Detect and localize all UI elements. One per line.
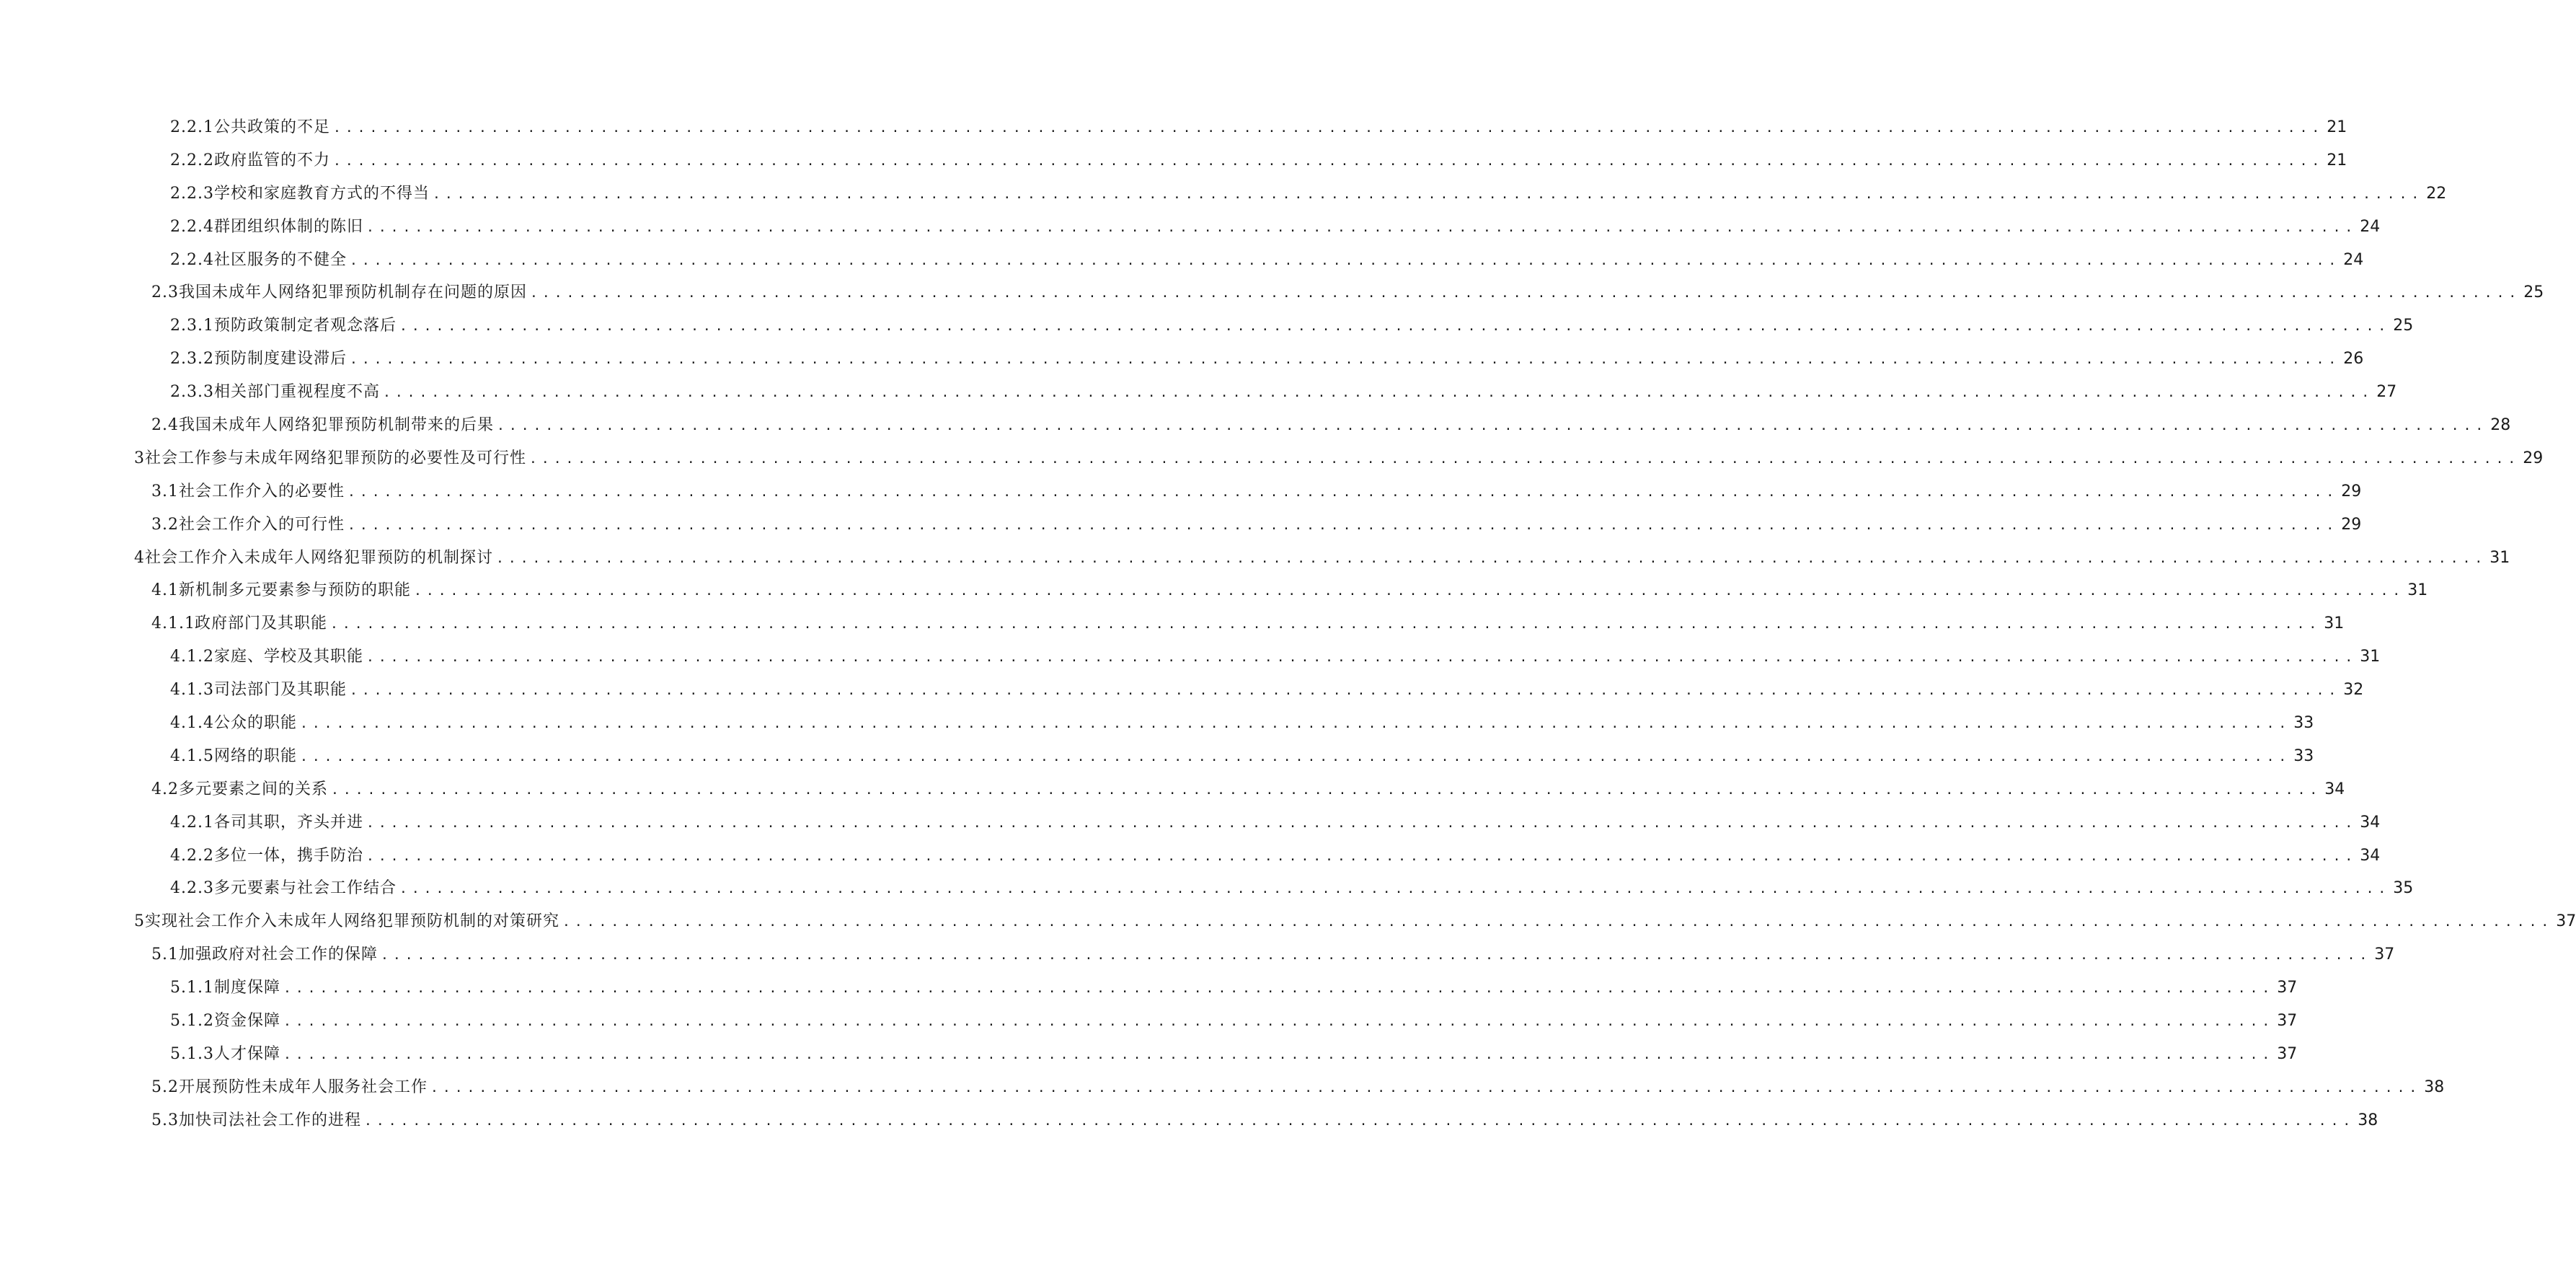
toc-dot-leader [383, 387, 2373, 400]
toc-entry-title: 相关部门重视程度不高 [213, 383, 380, 402]
toc-entry-number: 5.1.1 [170, 979, 214, 997]
toc-entry[interactable] [0, 309, 2414, 343]
toc-entry-line [0, 813, 2381, 832]
toc-entry-number: 2.4 [151, 415, 179, 434]
toc-entry[interactable] [0, 574, 2428, 607]
toc-entry-page-number: 34 [2360, 846, 2381, 865]
toc-dot-leader [399, 320, 2390, 333]
toc-entry-title: 我国未成年人网络犯罪预防机制存在问题的原因 [179, 283, 528, 302]
toc-entry-line [0, 350, 2364, 369]
toc-entry-title: 加快司法社会工作的进程 [179, 1111, 362, 1129]
toc-entry-line [0, 1044, 2298, 1063]
toc-entry-number: 2.2.3 [170, 184, 214, 203]
toc-entry-number: 4.2 [151, 780, 179, 798]
toc-entry[interactable] [0, 409, 2511, 442]
toc-entry-number: 4.2.1 [170, 813, 214, 832]
toc-entry-title: 司法部门及其职能 [213, 681, 347, 700]
toc-entry-line [0, 713, 2314, 732]
toc-entry-page-number: 34 [2324, 780, 2345, 798]
toc-entry-title: 人才保障 [213, 1044, 280, 1063]
toc-dot-leader [283, 1049, 2274, 1062]
toc-dot-leader [381, 949, 2371, 962]
toc-entry[interactable] [0, 111, 2347, 144]
toc-dot-leader [399, 883, 2390, 896]
toc-entry[interactable] [0, 1005, 2298, 1038]
toc-entry[interactable] [0, 607, 2345, 640]
toc-entry-title: 群团组织体制的陈旧 [213, 217, 363, 236]
toc-entry-page-number: 22 [2426, 184, 2447, 203]
toc-entry[interactable] [0, 806, 2381, 839]
toc-entry[interactable] [0, 244, 2364, 277]
toc-dot-leader [330, 618, 2321, 631]
toc-entry-line [0, 1111, 2378, 1129]
toc-entry-title: 社会工作介入未成年人网络犯罪预防的机制探讨 [145, 548, 494, 567]
toc-entry-title: 社会工作介入的可行性 [179, 515, 345, 534]
toc-dot-leader [283, 1015, 2274, 1028]
toc-entry-number: 4 [134, 548, 145, 567]
toc-entry-number: 3.2 [151, 515, 179, 534]
toc-entry[interactable] [0, 1038, 2298, 1071]
toc-entry-line [0, 317, 2414, 335]
toc-entry-title: 社会工作介入的必要性 [179, 482, 345, 501]
toc-entry-number: 2.3 [151, 283, 179, 302]
toc-dot-leader [414, 585, 2404, 598]
toc-entry-page-number: 32 [2343, 681, 2364, 700]
toc-entry-line [0, 1011, 2298, 1030]
toc-entry-number: 2.2.4 [170, 250, 214, 269]
toc-entry-number: 5.1.2 [170, 1011, 214, 1030]
toc-entry-page-number: 24 [2343, 250, 2364, 269]
toc-entry-page-number: 29 [2341, 482, 2362, 501]
toc-entry-page-number: 21 [2327, 151, 2347, 169]
toc-entry-title: 社会工作参与未成年网络犯罪预防的必要性及可行性 [145, 449, 527, 467]
toc-entry-title: 政府监管的不力 [213, 151, 330, 169]
toc-entry-title: 制度保障 [213, 979, 280, 997]
toc-entry-page-number: 29 [2523, 449, 2544, 467]
toc-entry-page-number: 29 [2341, 515, 2362, 534]
toc-entry-title: 加强政府对社会工作的保障 [179, 946, 379, 964]
toc-entry-page-number: 38 [2358, 1111, 2378, 1129]
toc-entry-number: 4.2.3 [170, 879, 214, 898]
toc-dot-leader [366, 817, 2357, 830]
toc-dot-leader [333, 122, 2324, 135]
toc-entry[interactable] [0, 144, 2347, 177]
toc-entry[interactable] [0, 971, 2298, 1005]
toc-dot-leader [364, 1115, 2355, 1128]
toc-entry[interactable] [0, 508, 2362, 542]
toc-entry-page-number: 38 [2424, 1077, 2445, 1096]
toc-entry-line [0, 548, 2510, 567]
toc-entry-line [0, 449, 2544, 467]
toc-entry-number: 5 [134, 912, 145, 931]
toc-entry-line [0, 515, 2362, 534]
toc-entry-title: 网络的职能 [213, 746, 297, 765]
toc-entry-number: 5.3 [151, 1111, 179, 1129]
toc-entry-line [0, 482, 2362, 501]
toc-entry-page-number: 35 [2393, 879, 2414, 898]
toc-entry-title: 多元要素与社会工作结合 [213, 879, 397, 898]
toc-entry-title: 我国未成年人网络犯罪预防机制带来的后果 [179, 415, 495, 434]
toc-entry-number: 4.1.4 [170, 713, 214, 732]
toc-entry-title: 开展预防性未成年人服务社会工作 [179, 1077, 428, 1096]
toc-entry-number: 3 [134, 449, 145, 467]
toc-entry[interactable] [0, 674, 2364, 707]
toc-dot-leader [283, 982, 2274, 995]
toc-entry-number: 3.1 [151, 482, 179, 501]
toc-entry-line [0, 946, 2395, 964]
toc-dot-leader [430, 1082, 2421, 1095]
toc-entry-number: 2.3.1 [170, 317, 214, 335]
toc-entry-line [0, 746, 2314, 765]
toc-entry-line [0, 151, 2347, 169]
toc-entry-title: 公众的职能 [213, 713, 297, 732]
toc-dot-leader [366, 850, 2357, 863]
toc-entry-number: 4.2.2 [170, 846, 214, 865]
toc-entry-page-number: 34 [2360, 813, 2381, 832]
toc-dot-leader [530, 287, 2520, 300]
toc-entry[interactable] [0, 872, 2414, 905]
toc-entry-page-number: 37 [2556, 912, 2576, 931]
toc-dot-leader [331, 784, 2322, 797]
toc-dot-leader [348, 486, 2338, 499]
toc-entry-page-number: 28 [2490, 415, 2511, 434]
toc-entry[interactable] [0, 276, 2544, 309]
toc-entry-number: 4.1.3 [170, 681, 214, 700]
toc-entry-line [0, 614, 2345, 633]
toc-entry-title: 新机制多元要素参与预防的职能 [179, 581, 412, 600]
toc-entry-line [0, 118, 2347, 136]
toc-entry-page-number: 37 [2277, 1044, 2298, 1063]
toc-dot-leader [433, 188, 2423, 201]
toc-entry-title: 实现社会工作介入未成年人网络犯罪预防机制的对策研究 [145, 912, 560, 931]
toc-dot-leader [350, 353, 2340, 366]
toc-dot-leader [350, 255, 2340, 268]
toc-entry-title: 家庭、学校及其职能 [213, 648, 363, 666]
toc-entry-page-number: 27 [2376, 383, 2397, 402]
toc-entry-page-number: 37 [2277, 1011, 2298, 1030]
toc-entry-line [0, 184, 2447, 203]
toc-entry-line [0, 581, 2428, 600]
toc-dot-leader [496, 552, 2487, 565]
toc-dot-leader [562, 916, 2553, 929]
toc-entry-number: 4.1.5 [170, 746, 214, 765]
toc-entry-number: 4.1.2 [170, 648, 214, 666]
toc-entry[interactable] [0, 211, 2381, 244]
toc-entry-number: 4.1 [151, 581, 179, 600]
toc-entry-title: 政府部门及其职能 [195, 614, 328, 633]
toc-dot-leader [529, 453, 2520, 466]
toc-entry-page-number: 31 [2360, 648, 2381, 666]
toc-entry-line [0, 250, 2364, 269]
toc-entry-line [0, 846, 2381, 865]
toc-entry[interactable] [0, 1104, 2378, 1137]
toc-entry-number: 2.2.1 [170, 118, 214, 136]
toc-entry[interactable] [0, 773, 2345, 806]
toc-entry-page-number: 21 [2327, 118, 2347, 136]
toc-entry-number: 2.2.4 [170, 217, 214, 236]
toc-entry-page-number: 37 [2374, 946, 2395, 964]
toc-entry[interactable] [0, 376, 2397, 409]
toc-entry[interactable] [0, 542, 2510, 575]
toc-entry[interactable] [0, 740, 2314, 773]
toc-entry-title: 社区服务的不健全 [213, 250, 347, 269]
toc-entry-line [0, 681, 2364, 700]
toc-dot-leader [497, 420, 2487, 433]
toc-entry-line [0, 283, 2544, 302]
toc-dot-leader [366, 221, 2357, 234]
toc-entry-line [0, 217, 2381, 236]
toc-entry-title: 各司其职，齐头并进 [213, 813, 363, 832]
toc-entry-title: 多元要素之间的关系 [179, 780, 329, 798]
toc-entry-title: 学校和家庭教育方式的不得当 [213, 184, 430, 203]
toc-entry-line [0, 879, 2414, 898]
toc-entry[interactable] [0, 640, 2381, 674]
toc-entry-number: 5.1.3 [170, 1044, 214, 1063]
toc-entry-page-number: 33 [2293, 713, 2314, 732]
toc-entry-line [0, 979, 2298, 997]
toc-entry-number: 2.2.2 [170, 151, 214, 169]
toc-entry-title: 公共政策的不足 [213, 118, 330, 136]
toc-entry[interactable] [0, 905, 2576, 938]
toc-entry[interactable] [0, 938, 2395, 971]
toc-entry-number: 2.3.3 [170, 383, 214, 402]
toc-entry-page-number: 31 [2407, 581, 2428, 600]
toc-entry-line [0, 383, 2397, 402]
toc-entry-page-number: 31 [2489, 548, 2510, 567]
toc-entry-line [0, 1077, 2445, 1096]
toc-entry-line [0, 780, 2345, 798]
toc-entry-title: 资金保障 [213, 1011, 280, 1030]
toc-dot-leader [300, 751, 2290, 764]
toc-entry-page-number: 37 [2277, 979, 2298, 997]
toc-entry-number: 5.1 [151, 946, 179, 964]
toc-entry-line [0, 415, 2511, 434]
toc-entry[interactable] [0, 343, 2364, 376]
toc-entry-page-number: 33 [2293, 746, 2314, 765]
toc-entry-title: 多位一体，携手防治 [213, 846, 363, 865]
toc-entry[interactable] [0, 475, 2362, 508]
toc-dot-leader [348, 519, 2338, 532]
toc-entry[interactable] [0, 1071, 2445, 1104]
toc-entry-page-number: 24 [2360, 217, 2381, 236]
table-of-contents [0, 111, 2576, 1137]
toc-dot-leader [366, 651, 2357, 664]
toc-entry-page-number: 26 [2343, 350, 2364, 369]
toc-entry[interactable] [0, 177, 2447, 211]
toc-entry[interactable] [0, 442, 2544, 475]
toc-dot-leader [350, 684, 2340, 697]
toc-entry-line [0, 648, 2381, 666]
toc-entry-number: 4.1.1 [151, 614, 195, 633]
toc-entry[interactable] [0, 839, 2381, 873]
toc-entry-page-number: 25 [2393, 317, 2414, 335]
toc-entry[interactable] [0, 707, 2314, 740]
toc-entry-page-number: 25 [2523, 283, 2544, 302]
toc-entry-number: 2.3.2 [170, 350, 214, 369]
toc-entry-line [0, 912, 2576, 931]
toc-dot-leader [300, 718, 2290, 731]
toc-dot-leader [333, 155, 2324, 168]
toc-entry-number: 5.2 [151, 1077, 179, 1096]
toc-entry-title: 预防制度建设滞后 [213, 350, 347, 369]
toc-entry-title: 预防政策制定者观念落后 [213, 317, 397, 335]
toc-entry-page-number: 31 [2324, 614, 2345, 633]
